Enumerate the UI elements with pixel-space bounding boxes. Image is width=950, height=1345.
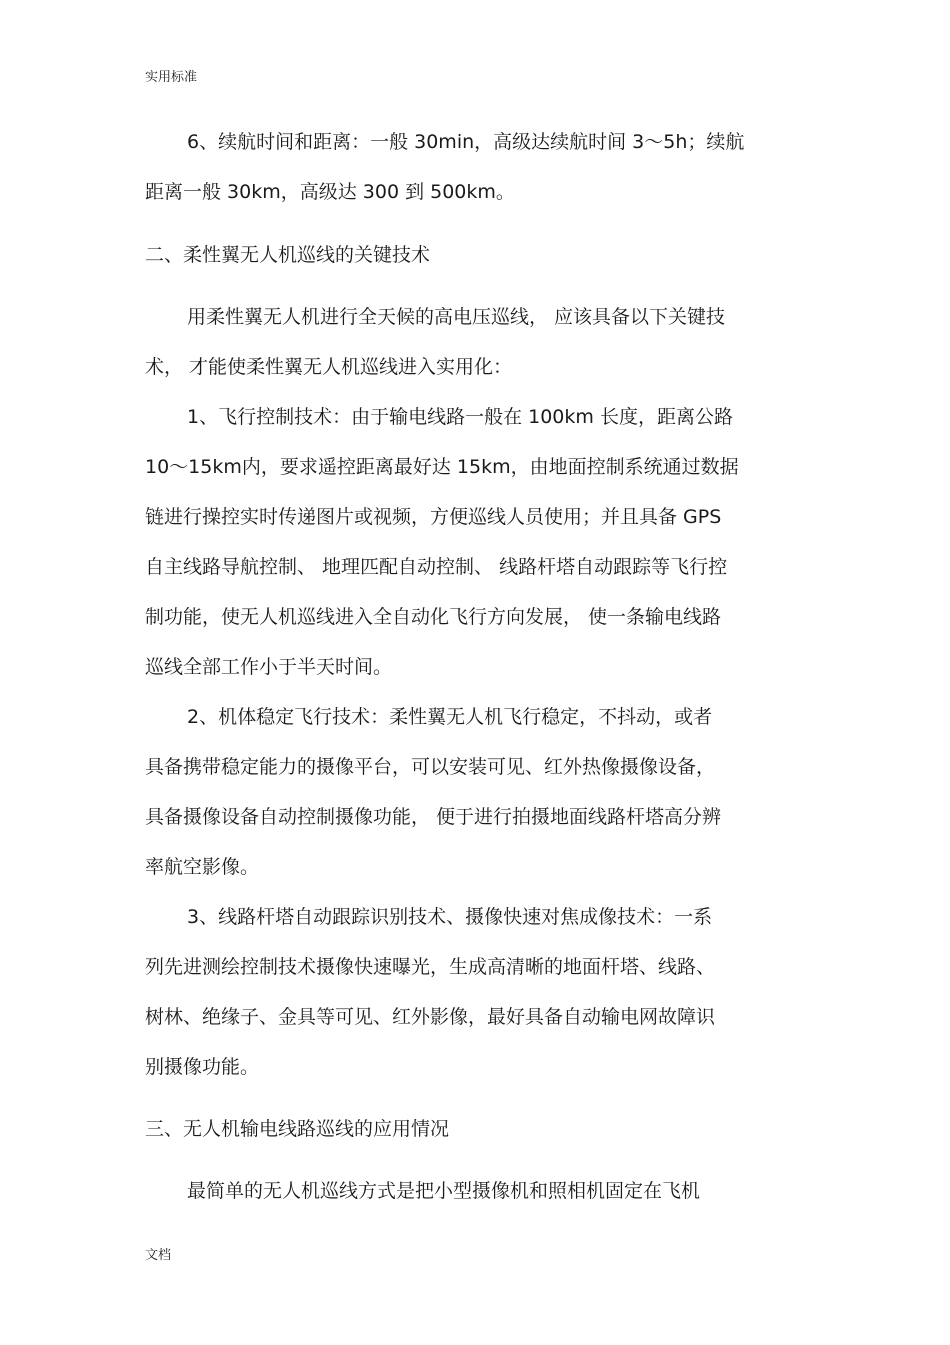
paragraph-line: 用柔性翼无人机进行全天候的高电压巡线， 应该具备以下关键技 [187,306,726,328]
paragraph-line: 具备摄像设备自动控制摄像功能， 便于进行拍摄地面线路杆塔高分辨 [145,806,722,828]
page-header-label: 实用标准 [145,70,198,85]
paragraph-line: 自主线路导航控制、 地理匹配自动控制、 线路杆塔自动跟踪等飞行控 [145,556,728,578]
paragraph-line: 链进行操控实时传递图片或视频，方便巡线人员使用；并且具备 GPS [145,506,722,528]
section-heading: 三、无人机输电线路巡线的应用情况 [145,1118,450,1140]
paragraph-line: 3、线路杆塔自动跟踪识别技术、摄像快速对焦成像技术：一系 [187,906,713,928]
paragraph-line: 10～15km内，要求遥控距离最好达 15km，由地面控制系统通过数据 [145,456,739,478]
paragraph-line: 制功能，使无人机巡线进入全自动化飞行方向发展， 使一条输电线路 [145,606,722,628]
paragraph-line: 距离一般 30km，高级达 300 到 500km。 [145,181,515,203]
paragraph-line: 别摄像功能。 [145,1056,260,1078]
paragraph-line: 1、飞行控制技术：由于输电线路一般在 100km 长度，距离公路 [187,406,733,428]
paragraph-line: 树林、绝缘子、金具等可见、红外影像，最好具备自动输电网故障识 [145,1006,716,1028]
paragraph-line: 巡线全部工作小于半天时间。 [145,656,393,678]
paragraph-line: 6、续航时间和距离：一般 30min，高级达续航时间 3～5h；续航 [187,131,745,153]
paragraph-line: 最简单的无人机巡线方式是把小型摄像机和照相机固定在飞机 [187,1180,701,1202]
section-heading: 二、柔性翼无人机巡线的关键技术 [145,244,431,266]
paragraph-line: 列先进测绘控制技术摄像快速曝光，生成高清晰的地面杆塔、线路、 [145,956,716,978]
page-footer-label: 文档 [145,1248,172,1263]
paragraph-line: 术， 才能使柔性翼无人机巡线进入实用化： [145,356,513,378]
paragraph-line: 具备携带稳定能力的摄像平台，可以安装可见、红外热像摄像设备， [145,756,716,778]
paragraph-line: 率航空影像。 [145,856,260,878]
paragraph-line: 2、机体稳定飞行技术：柔性翼无人机飞行稳定，不抖动，或者 [187,706,713,728]
